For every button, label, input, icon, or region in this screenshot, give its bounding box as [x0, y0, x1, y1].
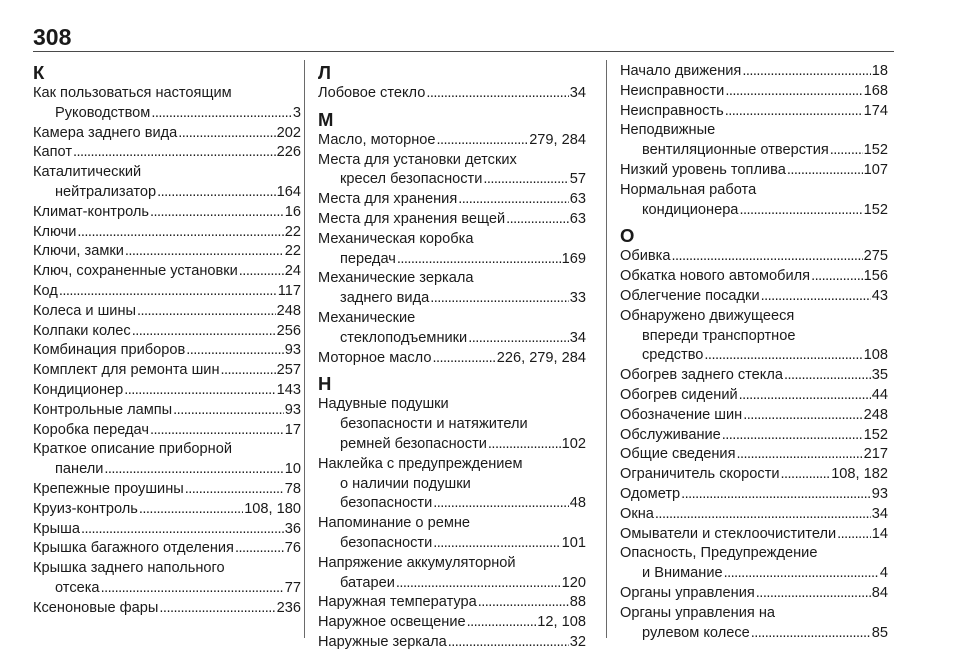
entry-page-ref: 108, 180: [244, 500, 301, 517]
index-entry: [620, 366, 888, 386]
entry-term: Ключи, замки: [33, 243, 124, 260]
entry-page-ref: 226: [276, 144, 301, 161]
entry-page-ref: 35: [871, 367, 888, 384]
dot-leader: [681, 485, 871, 505]
entry-term: Опасность, Предупреждение: [620, 545, 818, 562]
index-entry: [620, 82, 888, 102]
entry-page-ref: 108, 182: [831, 466, 888, 483]
entry-page-ref: 257: [276, 362, 301, 379]
index-entry: [33, 539, 301, 559]
index-entry: [318, 309, 586, 349]
index-entry: [33, 322, 301, 342]
index-entry: [33, 440, 301, 480]
dot-leader: [437, 131, 529, 151]
index-entry: [33, 282, 301, 302]
index-entry: [33, 302, 301, 322]
index-column-2: [318, 62, 586, 653]
entry-page-ref: 78: [284, 480, 301, 497]
index-entry: [33, 381, 301, 401]
dot-leader: [59, 282, 277, 302]
index-entry: [33, 84, 301, 124]
dot-leader: [811, 267, 863, 287]
section-letter: О: [620, 225, 635, 247]
entry-term: нейтрализатор: [55, 183, 157, 200]
index-entry: [620, 267, 888, 287]
entry-term: Кондиционер: [33, 381, 124, 398]
entry-term: Механическая коробка: [318, 230, 474, 247]
index-entry: [318, 230, 586, 270]
dot-leader: [185, 480, 284, 500]
entry-page-ref: 101: [561, 534, 586, 551]
dot-leader: [488, 435, 561, 455]
entry-page-ref: 85: [871, 624, 888, 641]
dot-leader: [787, 161, 863, 181]
dot-leader: [784, 366, 871, 386]
index-column-3: [620, 62, 888, 643]
index-entry: [318, 455, 586, 514]
dot-leader: [830, 141, 863, 161]
dot-leader: [139, 500, 243, 520]
entry-term: Надувные подушки: [318, 396, 449, 413]
index-column-1: [33, 62, 301, 619]
dot-leader: [77, 223, 283, 243]
entry-page-ref: 36: [284, 520, 301, 537]
dot-leader: [150, 203, 284, 223]
entry-page-ref: 217: [863, 446, 888, 463]
index-entry: [620, 102, 888, 122]
dot-leader: [467, 613, 537, 633]
entry-term: Лобовое стекло: [318, 85, 426, 101]
entry-term: Напряжение аккумуляторной: [318, 554, 516, 571]
entry-term: кондиционера: [642, 201, 739, 218]
entry-page-ref: 17: [284, 421, 301, 438]
dot-leader: [125, 242, 284, 262]
dot-leader: [704, 346, 862, 366]
entry-page-ref: 169: [561, 250, 586, 267]
entry-page-ref: 156: [863, 268, 888, 285]
entry-page-ref: 152: [863, 426, 888, 443]
entry-term: Код: [33, 282, 58, 299]
entry-term: Окна: [620, 505, 654, 522]
dot-leader: [178, 124, 275, 144]
entry-term: Круиз-контроль: [33, 500, 138, 517]
index-entry: [620, 525, 888, 545]
dot-leader: [221, 361, 276, 381]
entry-page-ref: 102: [561, 435, 586, 452]
index-entry: [33, 262, 301, 282]
entry-page-ref: 248: [276, 302, 301, 319]
dot-leader: [743, 406, 862, 426]
index-entry: [318, 269, 586, 309]
entry-page-ref: 84: [871, 584, 888, 601]
dot-leader: [159, 599, 275, 619]
entry-page-ref: 43: [871, 287, 888, 304]
entry-term: отсека: [55, 579, 100, 596]
dot-leader: [137, 302, 276, 322]
entry-page-ref: 93: [284, 342, 301, 359]
entry-term: Напоминание о ремне: [318, 515, 471, 532]
entry-term: Комплект для ремонта шин: [33, 362, 220, 379]
entry-term: ремней безопасности: [340, 435, 487, 452]
entry-term: Органы управления: [620, 584, 755, 601]
entry-term: Нормальная работа: [620, 181, 757, 198]
dot-leader: [81, 520, 284, 540]
dot-leader: [761, 287, 871, 307]
dot-leader: [781, 465, 831, 485]
entry-page-ref: 63: [569, 191, 586, 208]
dot-leader: [724, 564, 879, 584]
dot-leader: [73, 143, 276, 163]
entry-term: панели: [55, 461, 104, 478]
entry-term: Крепежные проушины: [33, 480, 184, 497]
entry-term: Облегчение посадки: [620, 287, 760, 304]
dot-leader: [655, 505, 871, 525]
entry-page-ref: 33: [569, 290, 586, 307]
entry-term: о наличии подушки: [340, 475, 471, 492]
entry-page-ref: 18: [871, 63, 888, 79]
entry-term: Одометр: [620, 485, 681, 502]
dot-leader: [235, 539, 284, 559]
index-entry: [318, 190, 586, 210]
index-entry: [33, 143, 301, 163]
entry-term: Наклейка с предупреждением: [318, 455, 523, 472]
dot-leader: [837, 525, 871, 545]
entry-term: Крышка заднего напольного: [33, 560, 225, 577]
entry-term: Обкатка нового автомобиля: [620, 268, 811, 285]
index-entry: [318, 349, 586, 369]
entry-page-ref: 202: [276, 124, 301, 141]
entry-term: Обслуживание: [620, 426, 721, 443]
entry-term: Начало движения: [620, 63, 742, 79]
entry-page-ref: 57: [569, 171, 586, 188]
dot-leader: [397, 250, 561, 270]
entry-page-ref: 164: [276, 183, 301, 200]
entry-term: Наружная температура: [318, 594, 477, 611]
index-entry: [318, 395, 586, 454]
dot-leader: [751, 624, 871, 644]
entry-term: Механические: [318, 309, 416, 326]
dot-leader: [150, 421, 284, 441]
index-entry: [620, 62, 888, 82]
column-divider: [606, 60, 607, 638]
index-entry: [33, 223, 301, 243]
entry-page-ref: 12, 108: [537, 614, 586, 631]
index-entry: [33, 500, 301, 520]
entry-page-ref: 4: [879, 565, 888, 582]
dot-leader: [725, 102, 863, 122]
entry-page-ref: 48: [569, 495, 586, 512]
entry-term: Обогрев заднего стекла: [620, 367, 783, 384]
entry-term: средство: [642, 347, 704, 364]
entry-term: рулевом колесе: [642, 624, 750, 641]
entry-term: батареи: [340, 574, 395, 591]
index-entry: [33, 599, 301, 619]
dot-leader: [173, 401, 284, 421]
entry-term: Механические зеркала: [318, 270, 474, 287]
entry-term: Неисправности: [620, 82, 725, 99]
entry-term: Ксеноновые фары: [33, 599, 159, 616]
index-entry: [33, 203, 301, 223]
entry-term: Наружное освещение: [318, 614, 466, 631]
entry-page-ref: 152: [863, 201, 888, 218]
dot-leader: [483, 170, 568, 190]
index-entry: [33, 559, 301, 599]
entry-page-ref: 120: [561, 574, 586, 591]
entry-term: Неисправность: [620, 102, 724, 119]
dot-leader: [157, 183, 275, 203]
entry-term: Органы управления на: [620, 604, 776, 621]
entry-page-ref: 108: [863, 347, 888, 364]
dot-leader: [433, 494, 569, 514]
entry-page-ref: 279, 284: [529, 131, 586, 148]
index-entry: [620, 121, 888, 161]
entry-page-ref: 143: [276, 381, 301, 398]
section-letter: К: [33, 62, 45, 83]
entry-term: Комбинация приборов: [33, 342, 186, 359]
dot-leader: [396, 574, 561, 594]
dot-leader: [722, 426, 863, 446]
page-number: 308: [33, 24, 72, 50]
entry-term: Обозначение шин: [620, 406, 743, 423]
entry-term: безопасности: [340, 534, 433, 551]
index-entry: [620, 287, 888, 307]
index-entry: [620, 445, 888, 465]
dot-leader: [132, 322, 276, 342]
entry-page-ref: 34: [569, 85, 586, 101]
entry-term: вентиляционные отверстия: [642, 142, 829, 159]
dot-leader: [736, 445, 862, 465]
entry-page-ref: 174: [863, 102, 888, 119]
index-entry: [318, 210, 586, 230]
entry-page-ref: 77: [284, 579, 301, 596]
column-divider: [304, 60, 305, 638]
section-letter: Л: [318, 62, 331, 83]
index-entry: [620, 544, 888, 584]
entry-term: Коробка передач: [33, 421, 149, 438]
entry-page-ref: 226, 279, 284: [496, 349, 586, 366]
entry-page-ref: 16: [284, 203, 301, 220]
entry-term: Общие сведения: [620, 446, 736, 463]
entry-term: Низкий уровень топлива: [620, 161, 786, 178]
entry-term: Места для хранения вещей: [318, 210, 506, 227]
entry-page-ref: 34: [871, 505, 888, 522]
entry-page-ref: 44: [871, 386, 888, 403]
entry-term: Места для хранения: [318, 191, 458, 208]
dot-leader: [468, 329, 569, 349]
section-letter: М: [318, 108, 334, 130]
entry-term: заднего вида: [340, 290, 430, 307]
entry-term: Обивка: [620, 248, 671, 265]
entry-term: Ограничитель скорости: [620, 466, 780, 483]
index-entry: [620, 406, 888, 426]
entry-term: кресел безопасности: [340, 171, 483, 188]
entry-term: Ключи: [33, 223, 77, 240]
entry-page-ref: 22: [284, 243, 301, 260]
index-entry: [318, 633, 586, 653]
dot-leader: [458, 190, 569, 210]
entry-page-ref: 117: [277, 282, 301, 299]
entry-term: передач: [340, 250, 396, 267]
index-entry: [33, 421, 301, 441]
dot-leader: [151, 104, 292, 124]
dot-leader: [426, 84, 568, 104]
index-entry: [33, 242, 301, 262]
dot-leader: [432, 349, 495, 369]
index-entry: [620, 584, 888, 604]
dot-leader: [671, 247, 862, 267]
entry-term: Камера заднего вида: [33, 124, 178, 141]
entry-page-ref: 24: [284, 263, 301, 280]
entry-term: Как пользоваться настоящим: [33, 85, 232, 101]
dot-leader: [448, 633, 569, 653]
entry-page-ref: 256: [276, 322, 301, 339]
entry-term: Неподвижные: [620, 122, 716, 139]
entry-term: Обнаружено движущееся: [620, 307, 795, 324]
entry-term: Руководством: [55, 104, 151, 121]
entry-page-ref: 236: [276, 599, 301, 616]
index-entry: [33, 480, 301, 500]
entry-page-ref: 152: [863, 142, 888, 159]
index-entry: [318, 554, 586, 594]
index-entry: [33, 401, 301, 421]
entry-term: Наружные зеркала: [318, 633, 447, 650]
index-entry: [620, 247, 888, 267]
entry-term: Омыватели и стеклоочистители: [620, 525, 837, 542]
index-entry: [318, 131, 586, 151]
entry-term: Моторное масло: [318, 349, 432, 366]
entry-term: Климат-контроль: [33, 203, 149, 220]
section-letter: Н: [318, 373, 332, 395]
dot-leader: [739, 386, 871, 406]
entry-page-ref: 34: [569, 329, 586, 346]
dot-leader: [430, 289, 569, 309]
dot-leader: [101, 579, 284, 599]
index-entry: [33, 361, 301, 381]
entry-page-ref: 93: [284, 401, 301, 418]
dot-leader: [725, 82, 862, 102]
dot-leader: [433, 534, 560, 554]
index-entry: [318, 514, 586, 554]
entry-term: впереди транспортное: [642, 327, 796, 344]
index-entry: [620, 465, 888, 485]
entry-term: Обогрев сидений: [620, 386, 738, 403]
dot-leader: [186, 341, 283, 361]
index-entry: [620, 505, 888, 525]
entry-page-ref: 168: [863, 82, 888, 99]
entry-term: безопасности и натяжители: [340, 416, 528, 433]
entry-page-ref: 107: [863, 161, 888, 178]
entry-page-ref: 22: [284, 223, 301, 240]
entry-page-ref: 88: [569, 594, 586, 611]
entry-page-ref: 3: [292, 104, 301, 121]
entry-page-ref: 93: [871, 485, 888, 502]
dot-leader: [506, 210, 569, 230]
dot-leader: [739, 201, 862, 221]
entry-term: безопасности: [340, 495, 433, 512]
entry-page-ref: 10: [284, 461, 301, 478]
header-rule: [33, 51, 894, 52]
dot-leader: [124, 381, 275, 401]
index-entry: [318, 613, 586, 633]
index-entry: [318, 84, 586, 104]
entry-term: Капот: [33, 144, 72, 161]
entry-page-ref: 14: [871, 525, 888, 542]
entry-page-ref: 248: [863, 406, 888, 423]
entry-term: Контрольные лампы: [33, 401, 173, 418]
index-entry: [33, 163, 301, 203]
entry-term: Ключ, сохраненные установки: [33, 263, 238, 280]
index-entry: [620, 161, 888, 181]
index-entry: [33, 520, 301, 540]
index-entry: [620, 181, 888, 221]
entry-term: Масло, моторное: [318, 131, 436, 148]
entry-page-ref: 63: [569, 210, 586, 227]
index-entry: [33, 341, 301, 361]
dot-leader: [478, 593, 569, 613]
entry-term: Колеса и шины: [33, 302, 137, 319]
index-entry: [620, 386, 888, 406]
entry-term: Крышка багажного отделения: [33, 540, 234, 557]
entry-term: и Внимание: [642, 565, 723, 582]
dot-leader: [756, 584, 871, 604]
dot-leader: [239, 262, 284, 282]
index-entry: [620, 426, 888, 446]
entry-term: Крыша: [33, 520, 80, 537]
entry-term: Места для установки детских: [318, 151, 517, 168]
index-entry: [620, 604, 888, 644]
index-entry: [620, 485, 888, 505]
dot-leader: [104, 460, 283, 480]
entry-term: Каталитический: [33, 164, 142, 181]
entry-term: Краткое описание приборной: [33, 441, 232, 458]
index-entry: [33, 124, 301, 144]
entry-page-ref: 275: [863, 248, 888, 265]
index-entry: [620, 307, 888, 366]
index-entry: [318, 151, 586, 191]
index-entry: [318, 593, 586, 613]
dot-leader: [742, 62, 870, 82]
entry-term: стеклоподъемники: [340, 329, 468, 346]
entry-page-ref: 76: [284, 540, 301, 557]
entry-page-ref: 32: [569, 633, 586, 650]
entry-term: Колпаки колес: [33, 322, 131, 339]
